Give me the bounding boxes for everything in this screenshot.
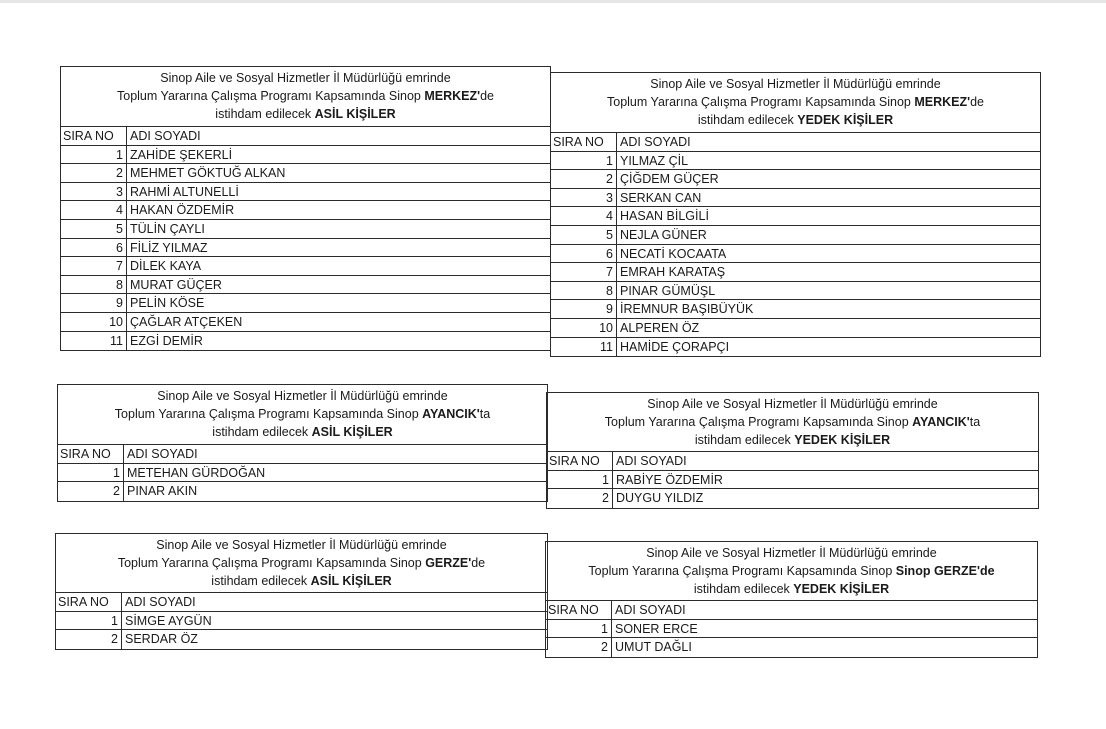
row-no: 6 <box>61 239 127 257</box>
table-row <box>551 207 1040 226</box>
header-line3: istihdam edilecek YEDEK KİŞİLER <box>697 113 894 127</box>
col-adi-soyadi: ADI SOYADI <box>127 447 198 461</box>
col-sira-no: SIRA NO <box>547 452 613 470</box>
table-row <box>547 489 1038 508</box>
table-row <box>56 612 547 631</box>
table-row <box>551 170 1040 189</box>
col-adi-soyadi: ADI SOYADI <box>615 603 686 617</box>
table-row <box>551 338 1040 357</box>
gerze-yedek-table <box>545 541 1038 658</box>
row-name: RABİYE ÖZDEMİR <box>616 472 723 487</box>
row-name: HAMİDE ÇORAPÇI <box>620 339 730 354</box>
table-row <box>551 300 1040 319</box>
row-no: 2 <box>56 630 122 649</box>
row-name: ÇAĞLAR ATÇEKEN <box>130 314 243 329</box>
table-row <box>551 282 1040 301</box>
table-row <box>551 319 1040 338</box>
col-adi-soyadi: ADI SOYADI <box>125 595 196 609</box>
ayancik-asil-table <box>57 384 548 502</box>
row-no: 7 <box>551 263 617 281</box>
header-line2: Toplum Yararına Çalışma Programı Kapsamında Sinop MERKEZ'de <box>117 89 494 103</box>
row-name: YILMAZ ÇİL <box>620 153 689 168</box>
row-name: DİLEK KAYA <box>130 259 202 274</box>
row-no: 4 <box>61 201 127 219</box>
header-line3: istihdam edilecek ASİL KİŞİLER <box>211 574 392 588</box>
table-header <box>56 534 547 593</box>
header-line1: Sinop Aile ve Sosyal Hizmetler İl Müdürlüğü emrinde <box>157 389 448 403</box>
row-no: 5 <box>61 220 127 238</box>
row-no: 1 <box>56 612 122 630</box>
header-line1: Sinop Aile ve Sosyal Hizmetler İl Müdürlüğü emrinde <box>156 538 447 552</box>
col-sira-no: SIRA NO <box>56 593 122 611</box>
header-line3: istihdam edilecek ASİL KİŞİLER <box>215 107 396 121</box>
column-header-row <box>547 452 1038 471</box>
header-line1: Sinop Aile ve Sosyal Hizmetler İl Müdürlüğü emrinde <box>647 397 938 411</box>
table-row <box>61 313 550 332</box>
row-name: ALPEREN ÖZ <box>620 320 700 335</box>
row-name: UMUT DAĞLI <box>615 640 692 655</box>
row-no: 8 <box>61 276 127 294</box>
table-header <box>551 73 1040 133</box>
row-name: SİMGE AYGÜN <box>125 613 212 628</box>
table-row <box>61 201 550 220</box>
column-header-row <box>551 133 1040 152</box>
row-name: RAHMİ ALTUNELLİ <box>130 184 239 199</box>
merkez-asil-table <box>60 66 551 351</box>
header-line2: Toplum Yararına Çalışma Programı Kapsamında Sinop AYANCIK'ta <box>604 415 981 429</box>
header-line3: istihdam edilecek ASİL KİŞİLER <box>212 425 393 439</box>
row-name: DUYGU YILDIZ <box>616 491 704 506</box>
table-row <box>551 152 1040 171</box>
table-row <box>546 620 1037 639</box>
row-name: ZAHİDE ŞEKERLİ <box>130 147 233 162</box>
header-line1: Sinop Aile ve Sosyal Hizmetler İl Müdürlüğü emrinde <box>646 546 937 560</box>
row-no: 2 <box>547 489 613 508</box>
scan-top-edge <box>0 0 1106 3</box>
row-name: SONER ERCE <box>615 621 698 636</box>
row-no: 3 <box>551 189 617 207</box>
row-no: 2 <box>61 164 127 182</box>
row-no: 5 <box>551 226 617 244</box>
row-name: HAKAN ÖZDEMİR <box>130 203 235 218</box>
header-line3: istihdam edilecek YEDEK KİŞİLER <box>694 433 891 447</box>
row-name: ÇİĞDEM GÜÇER <box>620 172 719 187</box>
col-sira-no: SIRA NO <box>58 445 124 463</box>
table-row <box>61 332 550 351</box>
row-no: 8 <box>551 282 617 300</box>
gerze-asil-table <box>55 533 548 650</box>
table-row <box>551 263 1040 282</box>
column-header-row <box>56 593 547 612</box>
table-row <box>61 220 550 239</box>
row-no: 2 <box>551 170 617 188</box>
table-row <box>551 245 1040 264</box>
row-no: 1 <box>58 464 124 482</box>
table-row <box>58 464 547 483</box>
header-line2: Toplum Yararına Çalışma Programı Kapsamında Sinop AYANCIK'ta <box>114 407 491 421</box>
table-row <box>61 183 550 202</box>
table-header <box>546 542 1037 601</box>
table-row <box>61 276 550 295</box>
row-name: NECATİ KOCAATA <box>620 246 727 261</box>
table-row <box>61 164 550 183</box>
row-no: 7 <box>61 257 127 275</box>
col-sira-no: SIRA NO <box>61 127 127 145</box>
row-no: 9 <box>61 294 127 312</box>
row-no: 9 <box>551 300 617 318</box>
table-header <box>58 385 547 445</box>
table-header <box>547 393 1038 452</box>
table-row <box>61 239 550 258</box>
header-line1: Sinop Aile ve Sosyal Hizmetler İl Müdürlüğü emrinde <box>160 71 451 85</box>
row-no: 2 <box>546 638 612 657</box>
row-name: MEHMET GÖKTUĞ ALKAN <box>130 166 286 181</box>
row-name: NEJLA GÜNER <box>620 227 707 242</box>
row-no: 11 <box>551 338 617 357</box>
table-row <box>547 471 1038 490</box>
col-sira-no: SIRA NO <box>546 601 612 619</box>
header-line3: istihdam edilecek YEDEK KİŞİLER <box>693 582 890 596</box>
col-adi-soyadi: ADI SOYADI <box>620 135 691 149</box>
table-row <box>61 146 550 165</box>
table-row <box>546 638 1037 657</box>
table-row <box>551 226 1040 245</box>
row-name: SERKAN CAN <box>620 190 702 205</box>
row-no: 6 <box>551 245 617 263</box>
column-header-row <box>58 445 547 464</box>
col-adi-soyadi: ADI SOYADI <box>130 129 201 143</box>
row-name: HASAN BİLGİLİ <box>620 209 709 224</box>
table-header <box>61 67 550 127</box>
row-name: PELİN KÖSE <box>130 296 205 311</box>
row-name: METEHAN GÜRDOĞAN <box>127 465 266 480</box>
row-name: FİLİZ YILMAZ <box>130 240 208 255</box>
col-sira-no: SIRA NO <box>551 133 617 151</box>
table-row <box>56 630 547 649</box>
row-name: EZGİ DEMİR <box>130 333 203 348</box>
row-name: EMRAH KARATAŞ <box>620 265 726 280</box>
table-row <box>61 294 550 313</box>
col-adi-soyadi: ADI SOYADI <box>616 454 687 468</box>
row-no: 1 <box>546 620 612 638</box>
ayancik-yedek-table <box>546 392 1039 509</box>
table-row <box>58 482 547 501</box>
row-no: 1 <box>547 471 613 489</box>
table-row <box>61 257 550 276</box>
row-no: 1 <box>61 146 127 164</box>
row-no: 2 <box>58 482 124 501</box>
header-line1: Sinop Aile ve Sosyal Hizmetler İl Müdürlüğü emrinde <box>650 77 941 91</box>
row-no: 3 <box>61 183 127 201</box>
column-header-row <box>61 127 550 146</box>
header-line2: Toplum Yararına Çalışma Programı Kapsamında Sinop Sinop GERZE'de <box>588 564 995 578</box>
row-name: MURAT GÜÇER <box>130 277 222 292</box>
row-no: 10 <box>551 319 617 337</box>
row-no: 1 <box>551 152 617 170</box>
row-no: 4 <box>551 207 617 225</box>
row-name: SERDAR ÖZ <box>125 632 198 647</box>
row-name: TÜLİN ÇAYLI <box>130 221 205 236</box>
row-name: PINAR AKIN <box>127 484 198 499</box>
row-no: 10 <box>61 313 127 331</box>
merkez-yedek-table <box>550 72 1041 357</box>
row-name: PINAR GÜMÜŞL <box>620 283 716 298</box>
header-line2: Toplum Yararına Çalışma Programı Kapsamında Sinop MERKEZ'de <box>607 95 984 109</box>
table-row <box>551 189 1040 208</box>
row-name: İREMNUR BAŞIBÜYÜK <box>620 302 754 317</box>
column-header-row <box>546 601 1037 620</box>
header-line2: Toplum Yararına Çalışma Programı Kapsamında Sinop GERZE'de <box>117 556 486 570</box>
row-no: 11 <box>61 332 127 351</box>
